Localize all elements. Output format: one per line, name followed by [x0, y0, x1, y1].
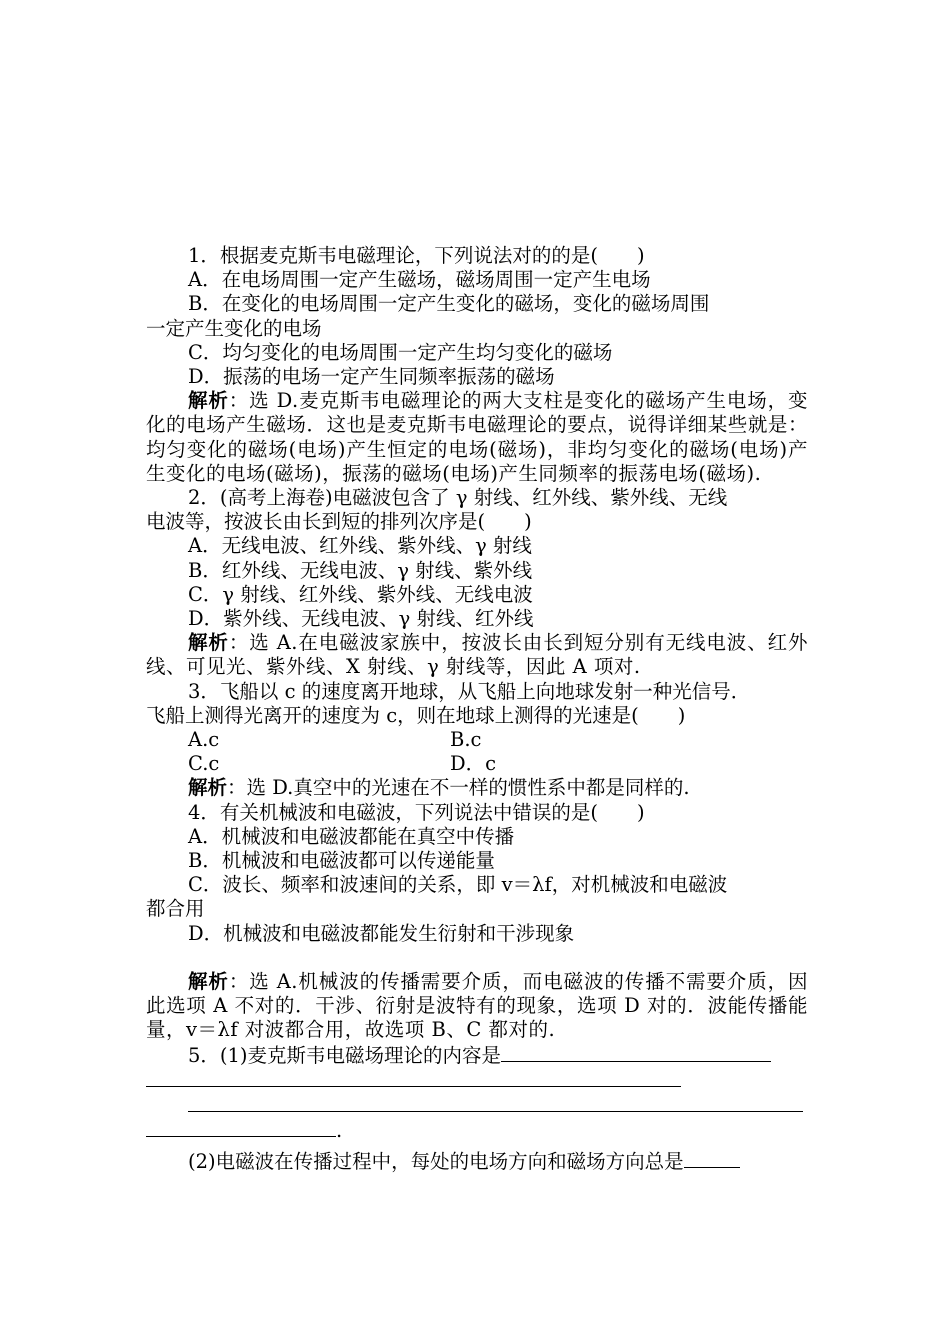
question-3-option-b: B.c	[450, 728, 482, 752]
question-2-stem-rest: )电磁波包含了 γ 射线、红外线、紫外线、无线	[325, 486, 728, 510]
sentence-end: .	[336, 1119, 343, 1143]
question-3-option-d: D．c	[450, 752, 497, 776]
question-3-option-c: C.c	[188, 752, 220, 776]
question-4-option-d: D．机械波和电磁波都能发生衍射和干涉现象	[188, 921, 575, 945]
question-5-part2	[146, 1149, 808, 1174]
question-3-stem-line2: 飞船上测得光离开的速度为 c，则在地球上测得的光速是( )	[146, 703, 686, 727]
question-2-option-c: C．γ 射线、红外线、紫外线、无线电波	[188, 582, 533, 606]
question-4-option-b: B．机械波和电磁波都可以传递能量	[188, 849, 495, 873]
question-5-part1-text: 5．(1)麦克斯韦电磁场理论的内容是	[188, 1043, 502, 1067]
question-4-option-c-line1: C．波长、频率和波速间的关系，即 v＝λf，对机械波和电磁波	[188, 873, 728, 897]
question-1-option-b-line1: B．在变化的电场周围一定产生变化的磁场，变化的磁场周围	[188, 292, 710, 316]
question-number: 2．(	[188, 486, 228, 510]
analysis-label: 解析	[188, 969, 229, 993]
question-1-option-d: D．振荡的电场一定产生同频率振荡的磁场	[188, 365, 555, 389]
analysis-label: 解析	[188, 631, 229, 655]
answer-blank[interactable]	[146, 1118, 336, 1137]
question-1-option-b-line2: 一定产生变化的电场	[146, 316, 322, 340]
question-4-option-a: A．机械波和电磁波都能在真空中传播	[188, 824, 515, 848]
question-5-part2-text: (2)电磁波在传播过程中，每处的电场方向和磁场方向总是	[188, 1150, 684, 1174]
question-4-option-c-line2: 都合用	[146, 897, 205, 921]
analysis-label: 解析	[188, 389, 229, 413]
answer-blank-line-end	[146, 1118, 808, 1143]
question-4-analysis	[146, 970, 808, 1043]
question-3-options-row1	[146, 728, 808, 752]
question-4-stem: 4．有关机械波和电磁波，下列说法中错误的是( )	[188, 800, 645, 824]
answer-blank-line	[146, 1068, 808, 1093]
question-1-analysis	[146, 389, 808, 486]
question-2-option-b: B．红外线、无线电波、γ 射线、紫外线	[188, 558, 533, 582]
analysis-text: ：选 A.机械波的传播需要介质，而电磁波的传播不需要介质，因此选项 A 不对的．干涉、衍射是波特有的现象，选项 D 对的．波能传播能量，v＝λf 对波都合用，故选项 B、C 都对的.	[146, 969, 808, 1042]
question-2-option-d: D．紫外线、无线电波、γ 射线、红外线	[188, 607, 534, 631]
question-3-option-a: A.c	[188, 728, 220, 752]
question-3-analysis	[146, 776, 808, 800]
answer-blank[interactable]	[146, 1068, 681, 1087]
analysis-text: ：选 D.麦克斯韦电磁理论的两大支柱是变化的磁场产生电场，变化的电场产生磁场．这也是麦克斯韦电磁理论的要点，说得详细某些就是：均匀变化的磁场(电场)产生恒定的电场(磁场)，非均匀变化的磁场(电场)产生变化的电场(磁场)，振荡的磁场(电场)产生同频率的振荡电场(磁场).	[146, 389, 808, 485]
answer-blank-line	[146, 1093, 808, 1118]
answer-blank[interactable]	[188, 1093, 803, 1112]
question-2-analysis	[146, 631, 808, 679]
question-2-stem-line2: 电波等，按波长由长到短的排列次序是( )	[146, 510, 532, 534]
question-source: 高考上海卷	[227, 486, 326, 510]
answer-blank[interactable]	[501, 1043, 771, 1062]
question-3-stem-line1: 3．飞船以 c 的速度离开地球，从飞船上向地球发射一种光信号．	[188, 679, 751, 703]
question-2-option-a: A．无线电波、红外线、紫外线、γ 射线	[188, 534, 532, 558]
question-3-options-row2	[146, 752, 808, 776]
analysis-text: ：选 A.在电磁波家族中，按波长由长到短分别有无线电波、红外线、可见光、紫外线、X 射线、γ 射线等，因此 A 项对.	[146, 631, 808, 679]
analysis-label: 解析	[188, 776, 228, 800]
spacer	[146, 946, 808, 970]
analysis-text: ：选 D.真空中的光速在不一样的惯性系中都是同样的.	[227, 776, 690, 800]
answer-blank[interactable]	[684, 1149, 740, 1168]
question-2-stem-line1	[146, 486, 808, 510]
question-5-part1	[146, 1043, 808, 1068]
document-page	[146, 244, 808, 1175]
question-1-option-c: C．均匀变化的电场周围一定产生均匀变化的磁场	[188, 340, 613, 364]
question-1-stem: 1．根据麦克斯韦电磁理论，下列说法对的的是( )	[188, 244, 645, 267]
question-1-option-a: A．在电场周围一定产生磁场，磁场周围一定产生电场	[188, 268, 651, 292]
